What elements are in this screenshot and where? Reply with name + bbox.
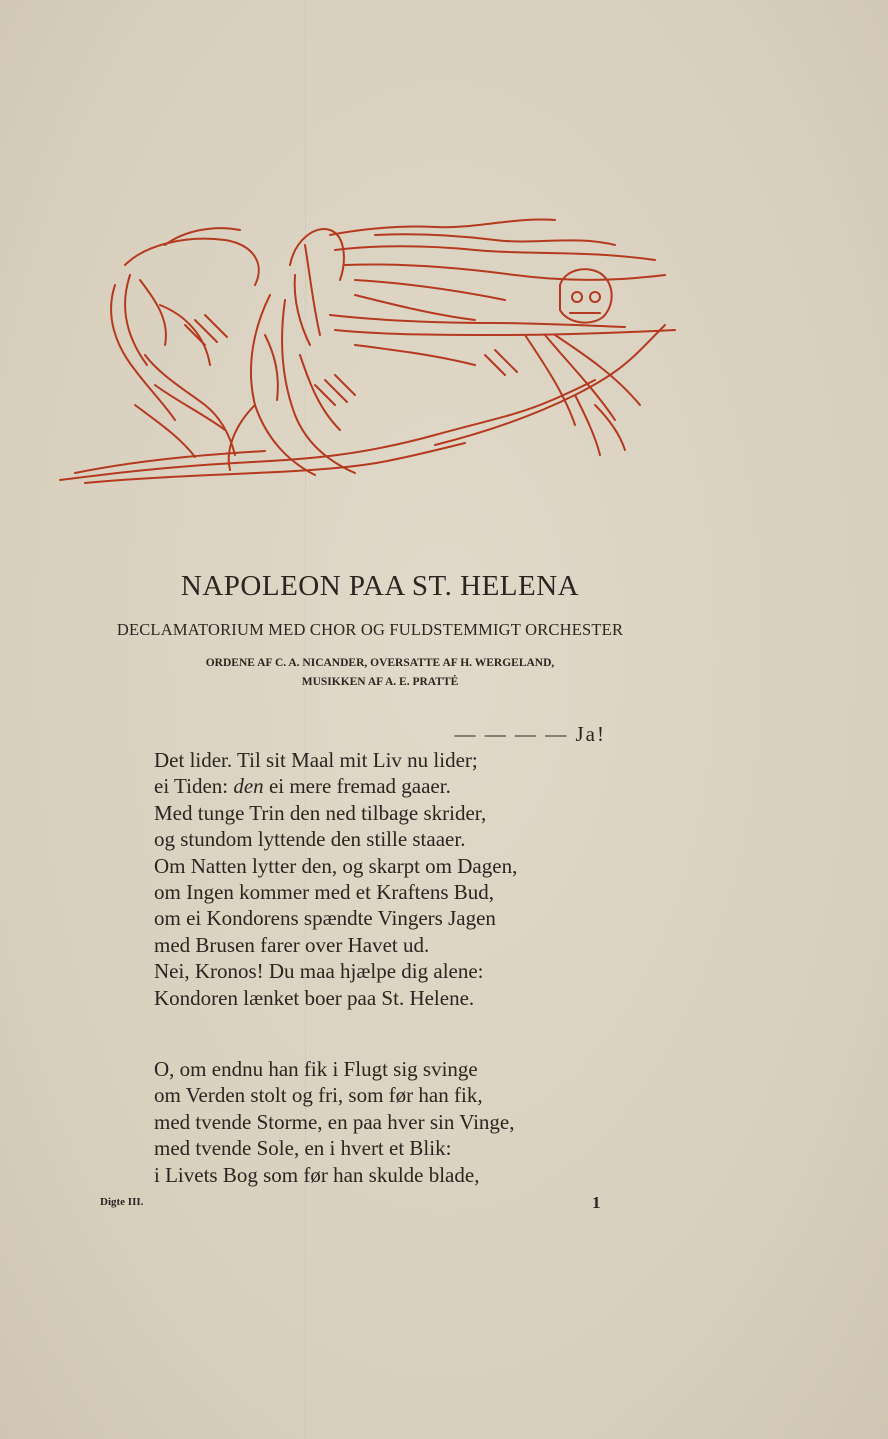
poem-line: om Ingen kommer med et Kraftens Bud, [154,879,494,904]
page-number: 1 [592,1193,601,1212]
poem-line: i Livets Bog som før han skulde blade, [154,1162,480,1187]
poem-line: Nei, Kronos! Du maa hjælpe dig alene: [154,959,484,984]
poem-line: og stundom lyttende den stille staaer. [154,827,466,852]
stanza-1 [154,747,517,1011]
opening-exclamation: — — — — Ja! [454,722,606,746]
poem-line: med Brusen farer over Havet ud. [154,932,430,957]
poem-line: Det lider. Til sit Maal mit Liv nu lider; [154,748,478,772]
napoleon-illustration [55,205,680,500]
poem-line: om Verden stolt og fri, som før han fik, [154,1083,483,1108]
credits-line: MUSIKKEN AF A. E. PRATTÉ [301,676,459,688]
poem-line: Med tunge Trin den ned tilbage skrider, [154,800,487,825]
credits-line: ORDENE AF C. A. NICANDER, OVERSATTE AF H. WERGELAND, [205,657,555,669]
poem-line: Om Natten lytter den, og skarpt om Dagen, [154,853,518,878]
poem-title: NAPOLEON PAA ST. HELENA [180,570,580,602]
poem-line-part: ei mere fremad gaaer. [263,774,451,799]
poem-credits [0,654,760,692]
poem-line: Kondoren lænket boer paa St. Helene. [154,985,475,1010]
poem-line: O, om endnu han fik i Flugt sig svinge [154,1057,478,1081]
poem-line: med tvende Storme, en paa hver sin Vinge, [154,1109,515,1134]
stanza-2 [154,1056,515,1188]
poem-line: om ei Kondorens spændte Vingers Jagen [154,906,496,931]
poem-subtitle: DECLAMATORIUM MED CHOR OG FULDSTEMMIGT ORCHESTER [116,620,624,639]
poem-line-part: ei Tiden: [154,774,234,799]
poem-line: med tvende Sole, en i hvert et Blik: [154,1136,452,1161]
signature-mark: Digte III. [100,1196,144,1208]
poem-line [154,773,517,799]
emphasized-word: den [233,774,264,799]
